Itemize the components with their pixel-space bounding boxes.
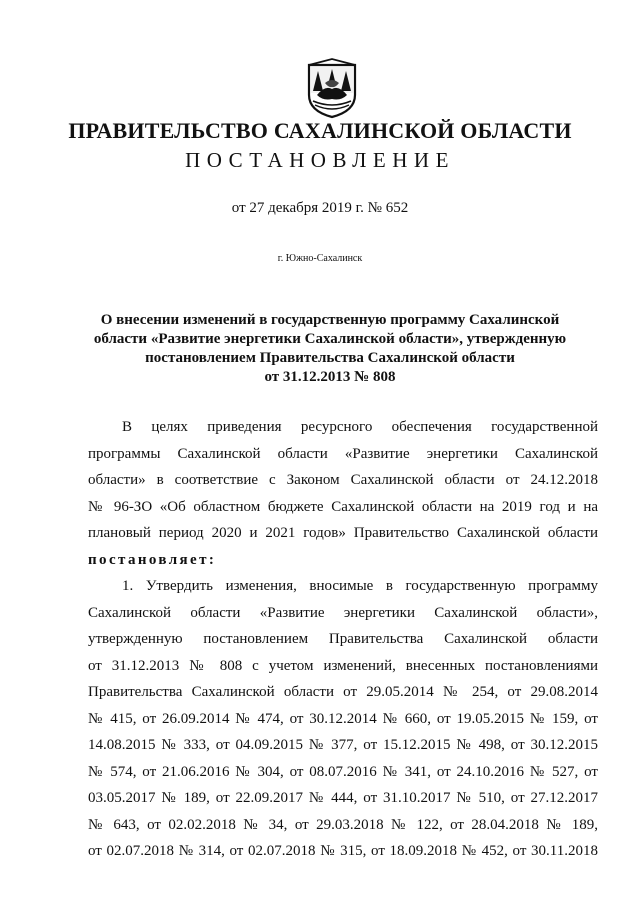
- sakhalin-coat-of-arms-icon: [305, 55, 359, 119]
- body-line: Правительства Сахалинской области от 29.05.2014 № 254, от 29.08.2014: [88, 684, 598, 700]
- body-line: Сахалинской области «Развитие энергетики Сахалинской области»,: [88, 604, 598, 621]
- resolution-keyword: постановляет:: [88, 551, 217, 568]
- subject-line: от 31.12.2013 № 808: [264, 369, 396, 385]
- body-line: № 415, от 26.09.2014 № 474, от 30.12.2014 № 660, от 19.05.2015 № 159, от: [88, 710, 598, 727]
- document-body: [88, 414, 598, 865]
- government-title: ПРАВИТЕЛЬСТВО САХАЛИНСКОЙ ОБЛАСТИ: [68, 118, 572, 143]
- body-line: от 02.07.2018 № 314, от 02.07.2018 № 315, от 18.09.2018 № 452, от 30.11.2018: [88, 843, 598, 859]
- body-line: В целях приведения ресурсного обеспечения государственной: [122, 419, 598, 435]
- body-line: программы Сахалинской области «Развитие энергетики Сахалинской: [88, 445, 598, 462]
- subject-line: О внесении изменений в государственную программу Сахалинской: [100, 312, 560, 328]
- body-line: 14.08.2015 № 333, от 04.09.2015 № 377, от 15.12.2015 № 498, от 30.12.2015: [88, 737, 598, 753]
- body-line: области» в соответствие с Законом Сахалинской области от 24.12.2018: [88, 472, 598, 488]
- body-line: утвержденную постановлением Правительства Сахалинской области: [88, 631, 598, 647]
- body-line: 03.05.2017 № 189, от 22.09.2017 № 444, от 31.10.2017 № 510, от 27.12.2017: [88, 790, 598, 806]
- document-city: г. Южно-Сахалинск: [277, 253, 363, 264]
- document-subject: [92, 311, 568, 387]
- body-line: от 31.12.2013 № 808 с учетом изменений, внесенных постановлениями: [88, 657, 598, 674]
- document-date-number: от 27 декабря 2019 г. № 652: [231, 200, 409, 216]
- subject-line: области «Развитие энергетики Сахалинской области», утвержденную: [93, 331, 567, 347]
- body-line: № 643, от 02.02.2018 № 34, от 29.03.2018 № 122, от 28.04.2018 № 189,: [88, 816, 598, 833]
- document-type: ПОСТАНОВЛЕНИЕ: [185, 148, 455, 172]
- body-line: № 574, от 21.06.2016 № 304, от 08.07.2016 № 341, от 24.10.2016 № 527, от: [88, 763, 598, 780]
- subject-line: постановлением Правительства Сахалинской области: [145, 350, 515, 366]
- body-line: 1. Утвердить изменения, вносимые в государственную программу: [122, 578, 598, 594]
- body-line: плановый период 2020 и 2021 годов» Правительство Сахалинской области: [88, 525, 598, 541]
- body-line: № 96-ЗО «Об областном бюджете Сахалинской области на 2019 год и на: [88, 498, 598, 515]
